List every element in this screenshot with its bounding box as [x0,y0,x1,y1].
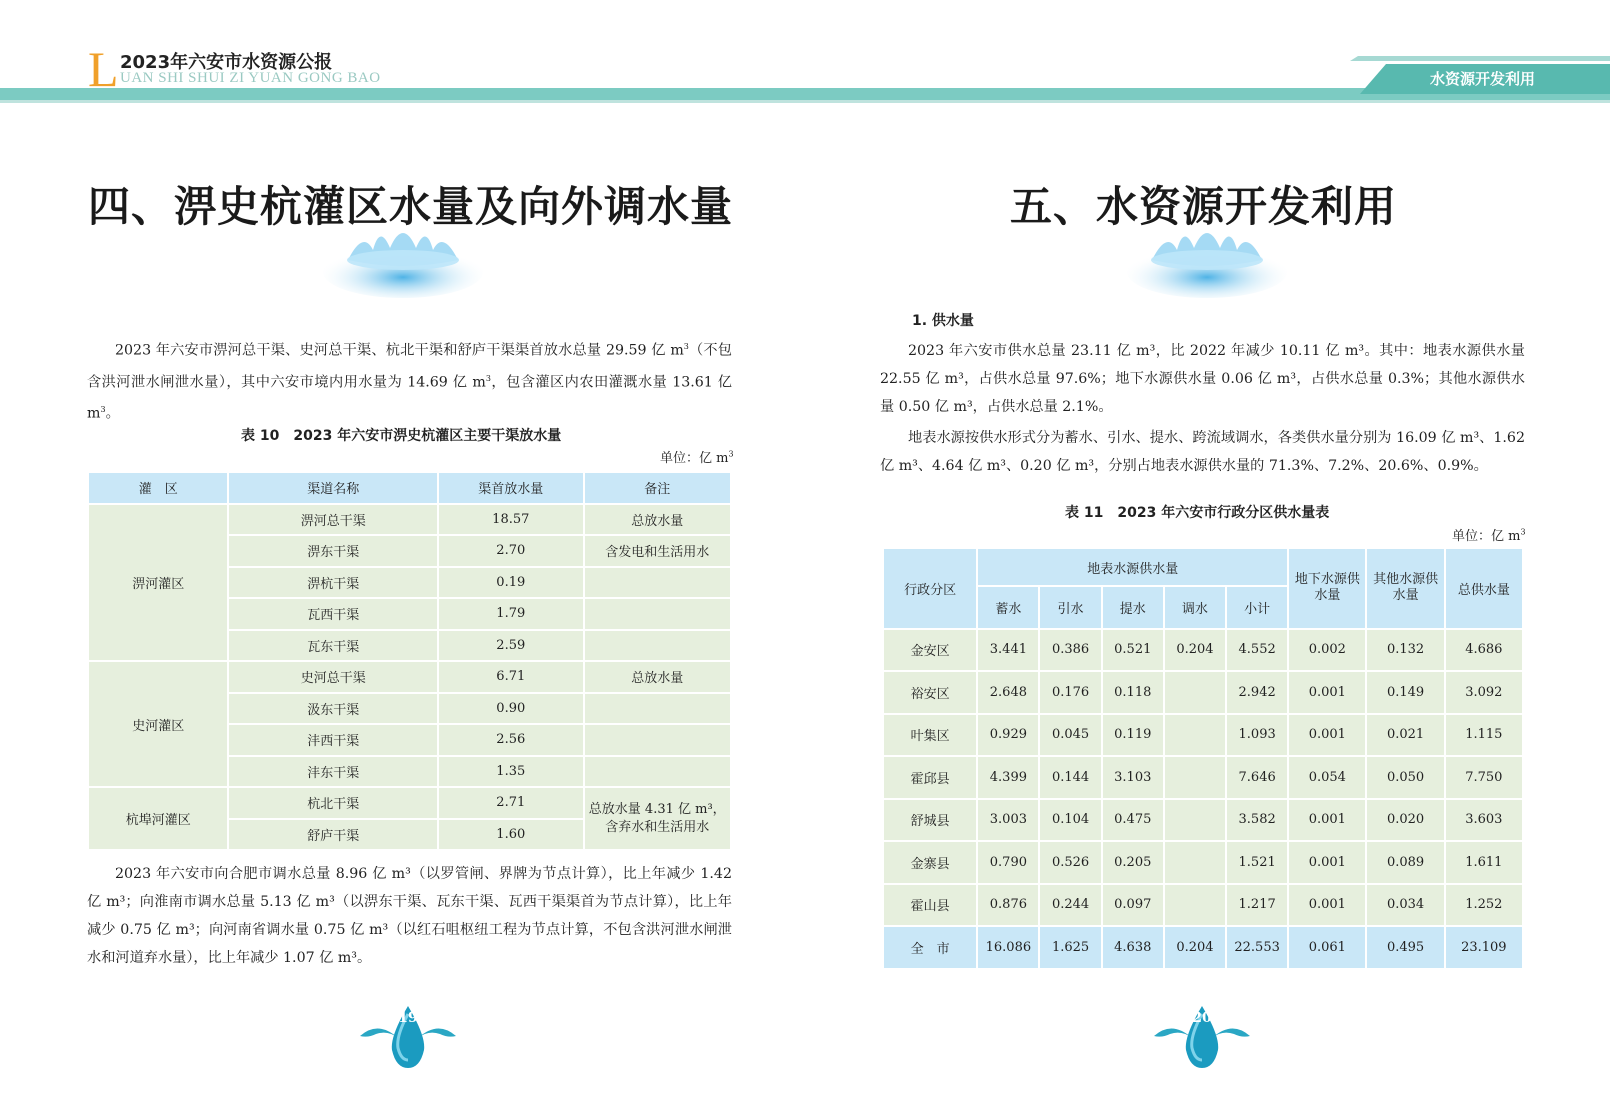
table11-subheader-cell: 调水 [1165,587,1225,628]
table11-cell: 0.061 [1289,927,1365,968]
table11-cell: 2.942 [1227,672,1287,713]
table11-cell: 1.521 [1227,842,1287,883]
table11-cell: 0.205 [1103,842,1163,883]
table11-header-cell: 总供水量 [1446,549,1522,628]
table11-cell [1165,715,1225,756]
table11-cell: 裕安区 [884,672,976,713]
table11-cell [1165,885,1225,926]
table11-cell: 0.876 [978,885,1038,926]
table11-cell: 0.021 [1367,715,1443,756]
table11-cell [1165,800,1225,841]
table11-cell: 1.217 [1227,885,1287,926]
table10-canal-cell: 沣东干渠 [229,757,437,787]
table11-cell: 金安区 [884,630,976,671]
table-row [884,757,1522,798]
table-row [884,715,1522,756]
table11-cell: 0.386 [1040,630,1100,671]
table11-cell: 4.552 [1227,630,1287,671]
table10-canal-cell: 淠河总干渠 [229,505,437,535]
table10-canal-cell: 舒庐干渠 [229,820,437,850]
table-row [884,800,1522,841]
header-band-light [0,100,1610,103]
page-number-right: 20 [1192,1010,1212,1026]
table11-cell: 0.118 [1103,672,1163,713]
table11-cell: 0.001 [1289,715,1365,756]
table10-value-cell: 2.70 [439,536,582,566]
table10-header-cell: 灌 区 [89,473,227,503]
table11-cell: 舒城县 [884,800,976,841]
table11-cell: 0.001 [1289,842,1365,883]
table11-cell: 0.526 [1040,842,1100,883]
table10-header-cell: 渠道名称 [229,473,437,503]
table11-cell: 叶集区 [884,715,976,756]
table11-cell: 1.625 [1040,927,1100,968]
table11-cell: 16.086 [978,927,1038,968]
table10-canal-cell: 瓦东干渠 [229,631,437,661]
right-subheading: 1. 供水量 [912,313,974,329]
table10-area-cell: 淠河灌区 [89,505,227,661]
table11-cell: 3.092 [1446,672,1522,713]
table11-header-cell: 地下水源供水量 [1289,549,1365,628]
table11-cell [1165,672,1225,713]
water-splash-icon [1122,210,1292,300]
table-row [884,885,1522,926]
table11-cell: 0.790 [978,842,1038,883]
header-tab-stripe [1350,56,1610,61]
table11-cell: 0.119 [1103,715,1163,756]
table11-cell: 0.097 [1103,885,1163,926]
table11-cell: 22.553 [1227,927,1287,968]
table11-cell: 0.929 [978,715,1038,756]
table10-canal-cell: 淠东干渠 [229,536,437,566]
header-title: 2023年六安市水资源公报 [120,52,333,73]
table10-canal-cell: 史河总干渠 [229,662,437,692]
table11-cell: 金寨县 [884,842,976,883]
table11-cell: 0.475 [1103,800,1163,841]
table11-cell: 3.441 [978,630,1038,671]
table-row [89,662,730,692]
table11-body [884,630,1522,968]
table11-cell: 3.003 [978,800,1038,841]
table11-cell: 1.093 [1227,715,1287,756]
table11-header-cell: 其他水源供水量 [1367,549,1443,628]
table-total-row [884,927,1522,968]
table10-note-cell: 总放水量 [585,505,731,535]
table11-subheader-cell: 提水 [1103,587,1163,628]
table11-header-cell: 地表水源供水量 [978,549,1287,585]
table11-cell: 1.252 [1446,885,1522,926]
table11-cell: 3.103 [1103,757,1163,798]
table11-cell: 0.045 [1040,715,1100,756]
table11-cell: 1.611 [1446,842,1522,883]
table11-cell: 0.176 [1040,672,1100,713]
table10-note-cell [585,694,731,724]
table10-header-row [89,473,730,503]
table11-cell: 0.204 [1165,630,1225,671]
table10-canal-cell: 杭北干渠 [229,788,437,818]
table11-header-row [884,549,1522,585]
table-row [884,630,1522,671]
table11-cell: 0.149 [1367,672,1443,713]
table10-area-cell: 杭埠河灌区 [89,788,227,849]
table10-canal-cell: 淠杭干渠 [229,568,437,598]
table11-cell: 0.144 [1040,757,1100,798]
table11-cell: 0.054 [1289,757,1365,798]
section-tab-label: 水资源开发利用 [1430,70,1536,88]
table11-cell: 霍邱县 [884,757,976,798]
table11-cell: 0.104 [1040,800,1100,841]
table10-unit: 单位：亿 $m^3$ [660,449,734,466]
table11-cell: 霍山县 [884,885,976,926]
table10-caption: 表 10 2023 年六安市淠史杭灌区主要干渠放水量 [241,428,562,444]
table10-note-cell: 总放水量 [585,662,731,692]
table11-cell: 23.109 [1446,927,1522,968]
table11-cell: 0.001 [1289,885,1365,926]
water-splash-icon [318,210,488,300]
table11-cell [1165,842,1225,883]
table10-value-cell: 6.71 [439,662,582,692]
table10-value-cell: 18.57 [439,505,582,535]
table11-cell: 0.050 [1367,757,1443,798]
table11-cell: 0.001 [1289,800,1365,841]
table11-cell: 2.648 [978,672,1038,713]
table10-value-cell: 2.56 [439,725,582,755]
table10-header-cell: 渠首放水量 [439,473,582,503]
table11-cell: 0.244 [1040,885,1100,926]
table10-value-cell: 2.59 [439,631,582,661]
table11-cell: 0.020 [1367,800,1443,841]
header-logo-letter: L [88,41,119,97]
table11-cell: 0.089 [1367,842,1443,883]
table10-note-cell [585,599,731,629]
right-paragraph-1: 2023 年六安市供水总量 23.11 亿 m³，比 2022 年减少 10.11 亿 m³。其中：地表水源供水量 22.55 亿 m³，占供水总量 97.6%；地下水源供水量 0.06 亿 m³，占供水总量 0.3%；其他水源供水量 0.50 亿 m³，占供水总量 2.1%。 [880,343,1525,415]
left-paragraph-2: 2023 年六安市向合肥市调水总量 8.96 亿 m³（以罗管闸、界牌为节点计算），比上年减少 1.42 亿 m³；向淮南市调水总量 5.13 亿 m³（以淠东干渠、瓦东干渠、瓦西干渠渠首为节点计算），比上年减少 0.75 亿 m³；向河南省调水量 0.75 亿 m³（以红石咀枢纽工程为节点计算，不包含洪河泄水闸泄水和河道弃水量），比上年减少 1.07 亿 m³。 [87,866,732,966]
table10-canal-cell: 瓦西干渠 [229,599,437,629]
table11-cell: 0.495 [1367,927,1443,968]
table10-header-cell: 备注 [585,473,731,503]
table11-cell [1165,757,1225,798]
table11-cell: 0.001 [1289,672,1365,713]
table11-cell: 3.582 [1227,800,1287,841]
table11-subheader-cell: 小计 [1227,587,1287,628]
table11-cell: 0.132 [1367,630,1443,671]
right-paragraph-2: 地表水源按供水形式分为蓄水、引水、提水、跨流域调水，各类供水量分别为 16.09 亿 m³、1.62 亿 m³、4.64 亿 m³、0.20 亿 m³，分别占地表水源供水量的 71.3%、7.2%、20.6%、0.9%。 [880,430,1525,474]
table10-value-cell: 0.19 [439,568,582,598]
table10-canal-cell: 沣西干渠 [229,725,437,755]
page-number-left: 19 [398,1010,418,1026]
table11-cell: 4.399 [978,757,1038,798]
left-heading: 四、淠史杭灌区水量及向外调水量 [88,182,734,231]
table11-cell: 全 市 [884,927,976,968]
table10 [87,471,732,851]
right-heading: 五、水资源开发利用 [1010,182,1398,231]
table11-cell: 7.646 [1227,757,1287,798]
table11-cell: 3.603 [1446,800,1522,841]
table11-header-cell: 行政分区 [884,549,976,628]
table10-value-cell: 1.79 [439,599,582,629]
table11-cell: 7.750 [1446,757,1522,798]
table10-value-cell: 2.71 [439,788,582,818]
table11-cell: 0.204 [1165,927,1225,968]
table11-cell: 0.002 [1289,630,1365,671]
table10-value-cell: 1.35 [439,757,582,787]
left-paragraph-1: 2023 年六安市淠河总干渠、史河总干渠、杭北干渠和舒庐干渠渠首放水总量 29.59 亿 $m^3$（不包含洪河泄水闸泄水量），其中六安市境内用水量为 14.69 亿 $m^3$，包含灌区内农田灌溉水量 13.61 亿 $m^3$。 [87,342,732,423]
table-row [89,505,730,535]
table11-cell: 1.115 [1446,715,1522,756]
table10-note-cell [585,725,731,755]
table11-caption: 表 11 2023 年六安市行政分区供水量表 [1065,505,1330,521]
table10-note-cell [585,631,731,661]
table11-cell: 4.638 [1103,927,1163,968]
table-row [89,788,730,818]
table10-value-cell: 0.90 [439,694,582,724]
table11-unit: 单位：亿 $m^3$ [1452,527,1526,544]
table10-value-cell: 1.60 [439,820,582,850]
table11-cell: 4.686 [1446,630,1522,671]
table10-area-cell: 史河灌区 [89,662,227,786]
table10-note-cell [585,568,731,598]
header-pinyin: UAN SHI SHUI ZI YUAN GONG BAO [120,70,381,86]
table10-note-cell [585,757,731,787]
table10-canal-cell: 汲东干渠 [229,694,437,724]
table11-cell: 0.521 [1103,630,1163,671]
table11-subheader-cell: 引水 [1040,587,1100,628]
table11-cell: 0.034 [1367,885,1443,926]
table10-note-cell: 总放水量 4.31 亿 m³，含弃水和生活用水 [585,788,731,849]
table11-subheader-cell: 蓄水 [978,587,1038,628]
table11 [882,547,1524,970]
table-row [884,842,1522,883]
table10-note-cell: 含发电和生活用水 [585,536,731,566]
table-row [884,672,1522,713]
